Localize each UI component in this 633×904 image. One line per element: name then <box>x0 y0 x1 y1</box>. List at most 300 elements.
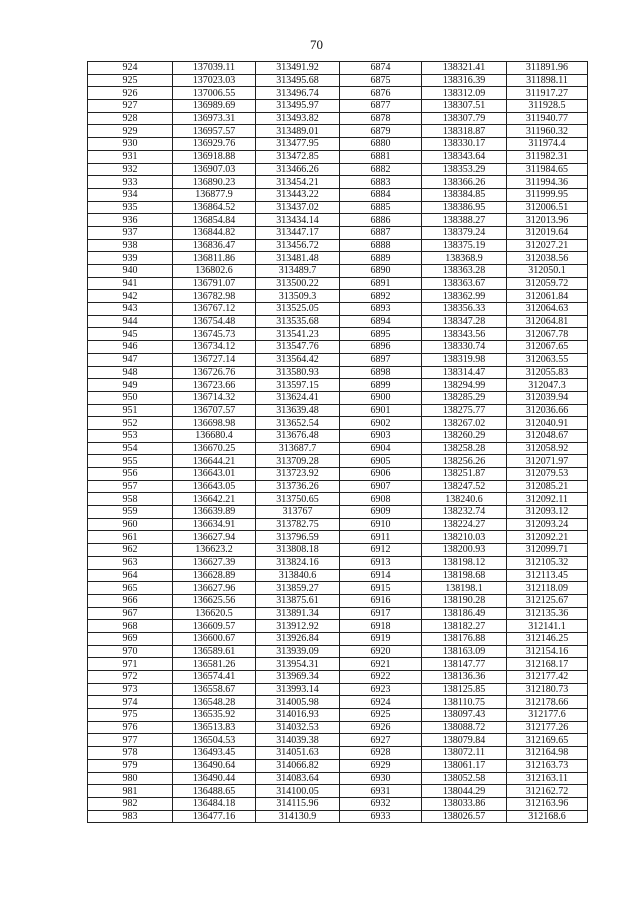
x-coordinate-right-cell: 138275.77 <box>422 404 507 417</box>
table-row <box>88 785 588 798</box>
x-coordinate-left-cell: 136864.52 <box>173 201 256 214</box>
x-coordinate-right-cell: 138319.98 <box>422 353 507 366</box>
x-coordinate-left-cell: 136627.39 <box>173 556 256 569</box>
table-row <box>88 632 588 645</box>
y-coordinate-left-cell: 313624.41 <box>256 391 340 404</box>
x-coordinate-left-cell: 136698.98 <box>173 417 256 430</box>
table-row <box>88 569 588 582</box>
x-coordinate-right-cell: 138125.85 <box>422 683 507 696</box>
table-row <box>88 74 588 87</box>
x-coordinate-left-cell: 136558.67 <box>173 683 256 696</box>
point-number-left-cell: 979 <box>88 759 173 772</box>
y-coordinate-left-cell: 313926.84 <box>256 632 340 645</box>
x-coordinate-right-cell: 138147.77 <box>422 658 507 671</box>
table-row <box>88 87 588 100</box>
y-coordinate-left-cell: 313993.14 <box>256 683 340 696</box>
table-row <box>88 747 588 760</box>
x-coordinate-left-cell: 136644.21 <box>173 455 256 468</box>
x-coordinate-left-cell: 136627.94 <box>173 531 256 544</box>
x-coordinate-left-cell: 136734.12 <box>173 341 256 354</box>
point-number-left-cell: 939 <box>88 252 173 265</box>
y-coordinate-right-cell: 311994.36 <box>507 176 588 189</box>
y-coordinate-left-cell: 313597.15 <box>256 379 340 392</box>
point-number-right-cell: 6891 <box>340 277 422 290</box>
point-number-right-cell: 6874 <box>340 62 422 75</box>
y-coordinate-right-cell: 312146.25 <box>507 632 588 645</box>
table-row <box>88 645 588 658</box>
point-number-right-cell: 6900 <box>340 391 422 404</box>
table-row <box>88 391 588 404</box>
point-number-left-cell: 955 <box>88 455 173 468</box>
point-number-left-cell: 929 <box>88 125 173 138</box>
y-coordinate-right-cell: 312163.73 <box>507 759 588 772</box>
point-number-right-cell: 6902 <box>340 417 422 430</box>
point-number-right-cell: 6897 <box>340 353 422 366</box>
point-number-left-cell: 970 <box>88 645 173 658</box>
table-row <box>88 366 588 379</box>
y-coordinate-right-cell: 312058.92 <box>507 442 588 455</box>
table-row <box>88 480 588 493</box>
point-number-left-cell: 977 <box>88 734 173 747</box>
y-coordinate-left-cell: 314066.82 <box>256 759 340 772</box>
point-number-right-cell: 6923 <box>340 683 422 696</box>
point-number-right-cell: 6911 <box>340 531 422 544</box>
table-row <box>88 442 588 455</box>
point-number-right-cell: 6916 <box>340 594 422 607</box>
y-coordinate-right-cell: 312071.97 <box>507 455 588 468</box>
x-coordinate-right-cell: 138044.29 <box>422 785 507 798</box>
y-coordinate-left-cell: 313767 <box>256 506 340 519</box>
point-number-left-cell: 945 <box>88 328 173 341</box>
table-row <box>88 252 588 265</box>
point-number-right-cell: 6889 <box>340 252 422 265</box>
point-number-left-cell: 962 <box>88 544 173 557</box>
table-row <box>88 341 588 354</box>
x-coordinate-right-cell: 138375.19 <box>422 239 507 252</box>
point-number-right-cell: 6903 <box>340 429 422 442</box>
y-coordinate-right-cell: 312061.84 <box>507 290 588 303</box>
y-coordinate-right-cell: 312125.67 <box>507 594 588 607</box>
table-row <box>88 683 588 696</box>
y-coordinate-left-cell: 313912.92 <box>256 620 340 633</box>
y-coordinate-left-cell: 313489.01 <box>256 125 340 138</box>
y-coordinate-right-cell: 312093.24 <box>507 518 588 531</box>
y-coordinate-right-cell: 312113.45 <box>507 569 588 582</box>
x-coordinate-right-cell: 138318.87 <box>422 125 507 138</box>
x-coordinate-left-cell: 136957.57 <box>173 125 256 138</box>
point-number-right-cell: 6922 <box>340 671 422 684</box>
y-coordinate-left-cell: 313580.93 <box>256 366 340 379</box>
x-coordinate-right-cell: 138316.39 <box>422 74 507 87</box>
table-row <box>88 100 588 113</box>
x-coordinate-right-cell: 138343.64 <box>422 150 507 163</box>
y-coordinate-right-cell: 312047.3 <box>507 379 588 392</box>
x-coordinate-left-cell: 136625.56 <box>173 594 256 607</box>
x-coordinate-right-cell: 138110.75 <box>422 696 507 709</box>
x-coordinate-right-cell: 138088.72 <box>422 721 507 734</box>
point-number-right-cell: 6930 <box>340 772 422 785</box>
y-coordinate-left-cell: 313481.48 <box>256 252 340 265</box>
point-number-left-cell: 959 <box>88 506 173 519</box>
x-coordinate-left-cell: 137006.55 <box>173 87 256 100</box>
y-coordinate-left-cell: 313709.28 <box>256 455 340 468</box>
table-row <box>88 531 588 544</box>
y-coordinate-left-cell: 313472.85 <box>256 150 340 163</box>
y-coordinate-left-cell: 313891.34 <box>256 607 340 620</box>
x-coordinate-left-cell: 136726.76 <box>173 366 256 379</box>
y-coordinate-right-cell: 312162.72 <box>507 785 588 798</box>
y-coordinate-right-cell: 311917.27 <box>507 87 588 100</box>
table-row <box>88 772 588 785</box>
table-row <box>88 429 588 442</box>
y-coordinate-left-cell: 313782.75 <box>256 518 340 531</box>
y-coordinate-right-cell: 312092.11 <box>507 493 588 506</box>
table-row <box>88 671 588 684</box>
x-coordinate-left-cell: 136745.73 <box>173 328 256 341</box>
point-number-left-cell: 982 <box>88 797 173 810</box>
x-coordinate-right-cell: 138072.11 <box>422 747 507 760</box>
point-number-right-cell: 6881 <box>340 150 422 163</box>
point-number-left-cell: 941 <box>88 277 173 290</box>
point-number-right-cell: 6884 <box>340 188 422 201</box>
y-coordinate-left-cell: 314051.63 <box>256 747 340 760</box>
point-number-right-cell: 6910 <box>340 518 422 531</box>
y-coordinate-left-cell: 313687.7 <box>256 442 340 455</box>
point-number-left-cell: 981 <box>88 785 173 798</box>
point-number-right-cell: 6877 <box>340 100 422 113</box>
point-number-right-cell: 6924 <box>340 696 422 709</box>
x-coordinate-right-cell: 138251.87 <box>422 468 507 481</box>
page-number: 70 <box>310 37 323 52</box>
x-coordinate-left-cell: 136929.76 <box>173 138 256 151</box>
point-number-right-cell: 6926 <box>340 721 422 734</box>
x-coordinate-right-cell: 138224.27 <box>422 518 507 531</box>
x-coordinate-right-cell: 138386.95 <box>422 201 507 214</box>
y-coordinate-right-cell: 312118.09 <box>507 582 588 595</box>
point-number-left-cell: 968 <box>88 620 173 633</box>
table-row <box>88 125 588 138</box>
point-number-right-cell: 6908 <box>340 493 422 506</box>
x-coordinate-right-cell: 138061.17 <box>422 759 507 772</box>
x-coordinate-right-cell: 138267.02 <box>422 417 507 430</box>
point-number-left-cell: 944 <box>88 315 173 328</box>
x-coordinate-right-cell: 138362.99 <box>422 290 507 303</box>
x-coordinate-right-cell: 138307.79 <box>422 112 507 125</box>
y-coordinate-left-cell: 313840.6 <box>256 569 340 582</box>
table-row <box>88 277 588 290</box>
x-coordinate-right-cell: 138347.28 <box>422 315 507 328</box>
x-coordinate-right-cell: 138294.99 <box>422 379 507 392</box>
x-coordinate-left-cell: 136836.47 <box>173 239 256 252</box>
y-coordinate-right-cell: 312164.98 <box>507 747 588 760</box>
table-row <box>88 176 588 189</box>
point-number-left-cell: 960 <box>88 518 173 531</box>
y-coordinate-left-cell: 313466.26 <box>256 163 340 176</box>
point-number-right-cell: 6920 <box>340 645 422 658</box>
x-coordinate-right-cell: 138384.85 <box>422 188 507 201</box>
x-coordinate-left-cell: 136609.57 <box>173 620 256 633</box>
point-number-right-cell: 6925 <box>340 709 422 722</box>
x-coordinate-left-cell: 136504.53 <box>173 734 256 747</box>
point-number-left-cell: 946 <box>88 341 173 354</box>
point-number-left-cell: 954 <box>88 442 173 455</box>
y-coordinate-left-cell: 314005.98 <box>256 696 340 709</box>
table-row <box>88 201 588 214</box>
y-coordinate-left-cell: 313750.65 <box>256 493 340 506</box>
x-coordinate-left-cell: 136535.92 <box>173 709 256 722</box>
x-coordinate-left-cell: 136643.01 <box>173 468 256 481</box>
point-number-right-cell: 6890 <box>340 265 422 278</box>
point-number-right-cell: 6932 <box>340 797 422 810</box>
x-coordinate-left-cell: 136623.2 <box>173 544 256 557</box>
x-coordinate-right-cell: 138321.41 <box>422 62 507 75</box>
table-row <box>88 734 588 747</box>
x-coordinate-right-cell: 138258.28 <box>422 442 507 455</box>
y-coordinate-left-cell: 313454.21 <box>256 176 340 189</box>
y-coordinate-left-cell: 313564.42 <box>256 353 340 366</box>
y-coordinate-right-cell: 311984.65 <box>507 163 588 176</box>
point-number-left-cell: 947 <box>88 353 173 366</box>
x-coordinate-left-cell: 136767.12 <box>173 303 256 316</box>
point-number-left-cell: 933 <box>88 176 173 189</box>
point-number-right-cell: 6882 <box>340 163 422 176</box>
x-coordinate-right-cell: 138163.09 <box>422 645 507 658</box>
x-coordinate-right-cell: 138210.03 <box>422 531 507 544</box>
x-coordinate-left-cell: 136973.31 <box>173 112 256 125</box>
point-number-right-cell: 6928 <box>340 747 422 760</box>
y-coordinate-right-cell: 312177.42 <box>507 671 588 684</box>
point-number-left-cell: 972 <box>88 671 173 684</box>
x-coordinate-left-cell: 136513.83 <box>173 721 256 734</box>
point-number-right-cell: 6895 <box>340 328 422 341</box>
x-coordinate-right-cell: 138052.58 <box>422 772 507 785</box>
point-number-left-cell: 950 <box>88 391 173 404</box>
table-row <box>88 315 588 328</box>
y-coordinate-left-cell: 314016.93 <box>256 709 340 722</box>
y-coordinate-left-cell: 313652.54 <box>256 417 340 430</box>
point-number-left-cell: 936 <box>88 214 173 227</box>
x-coordinate-right-cell: 138388.27 <box>422 214 507 227</box>
table-row <box>88 493 588 506</box>
point-number-right-cell: 6880 <box>340 138 422 151</box>
y-coordinate-left-cell: 314039.38 <box>256 734 340 747</box>
point-number-left-cell: 942 <box>88 290 173 303</box>
table-row <box>88 404 588 417</box>
y-coordinate-left-cell: 314032.53 <box>256 721 340 734</box>
x-coordinate-left-cell: 136727.14 <box>173 353 256 366</box>
table-row <box>88 518 588 531</box>
y-coordinate-right-cell: 312177.26 <box>507 721 588 734</box>
point-number-right-cell: 6885 <box>340 201 422 214</box>
point-number-right-cell: 6921 <box>340 658 422 671</box>
x-coordinate-right-cell: 138182.27 <box>422 620 507 633</box>
point-number-left-cell: 951 <box>88 404 173 417</box>
x-coordinate-right-cell: 138314.47 <box>422 366 507 379</box>
point-number-right-cell: 6919 <box>340 632 422 645</box>
x-coordinate-right-cell: 138363.28 <box>422 265 507 278</box>
point-number-left-cell: 971 <box>88 658 173 671</box>
point-number-left-cell: 927 <box>88 100 173 113</box>
x-coordinate-left-cell: 136548.28 <box>173 696 256 709</box>
point-number-left-cell: 964 <box>88 569 173 582</box>
table-row <box>88 797 588 810</box>
point-number-right-cell: 6915 <box>340 582 422 595</box>
y-coordinate-right-cell: 312105.32 <box>507 556 588 569</box>
x-coordinate-right-cell: 138097.43 <box>422 709 507 722</box>
y-coordinate-right-cell: 312019.64 <box>507 226 588 239</box>
point-number-left-cell: 958 <box>88 493 173 506</box>
point-number-left-cell: 940 <box>88 265 173 278</box>
x-coordinate-right-cell: 138247.52 <box>422 480 507 493</box>
y-coordinate-left-cell: 313509.3 <box>256 290 340 303</box>
y-coordinate-right-cell: 311898.11 <box>507 74 588 87</box>
point-number-right-cell: 6893 <box>340 303 422 316</box>
x-coordinate-right-cell: 138240.6 <box>422 493 507 506</box>
y-coordinate-left-cell: 313434.14 <box>256 214 340 227</box>
y-coordinate-right-cell: 312027.21 <box>507 239 588 252</box>
y-coordinate-right-cell: 312093.12 <box>507 506 588 519</box>
y-coordinate-right-cell: 312163.11 <box>507 772 588 785</box>
y-coordinate-right-cell: 311999.95 <box>507 188 588 201</box>
point-number-right-cell: 6906 <box>340 468 422 481</box>
y-coordinate-left-cell: 313547.76 <box>256 341 340 354</box>
x-coordinate-right-cell: 138366.26 <box>422 176 507 189</box>
table-row <box>88 417 588 430</box>
x-coordinate-left-cell: 136754.48 <box>173 315 256 328</box>
x-coordinate-left-cell: 136918.88 <box>173 150 256 163</box>
x-coordinate-left-cell: 136627.96 <box>173 582 256 595</box>
point-number-left-cell: 932 <box>88 163 173 176</box>
y-coordinate-right-cell: 312006.51 <box>507 201 588 214</box>
y-coordinate-right-cell: 312067.65 <box>507 341 588 354</box>
y-coordinate-left-cell: 313489.7 <box>256 265 340 278</box>
y-coordinate-right-cell: 312013.96 <box>507 214 588 227</box>
table-row <box>88 544 588 557</box>
y-coordinate-right-cell: 312040.91 <box>507 417 588 430</box>
point-number-left-cell: 967 <box>88 607 173 620</box>
y-coordinate-left-cell: 313491.92 <box>256 62 340 75</box>
x-coordinate-left-cell: 136802.6 <box>173 265 256 278</box>
y-coordinate-left-cell: 313676.48 <box>256 429 340 442</box>
point-number-left-cell: 983 <box>88 810 173 823</box>
x-coordinate-right-cell: 138198.68 <box>422 569 507 582</box>
point-number-right-cell: 6909 <box>340 506 422 519</box>
y-coordinate-right-cell: 311940.77 <box>507 112 588 125</box>
x-coordinate-left-cell: 137039.11 <box>173 62 256 75</box>
table-row <box>88 112 588 125</box>
y-coordinate-right-cell: 312135.36 <box>507 607 588 620</box>
coordinates-table-body <box>88 62 588 823</box>
y-coordinate-right-cell: 312141.1 <box>507 620 588 633</box>
x-coordinate-left-cell: 136493.45 <box>173 747 256 760</box>
point-number-right-cell: 6918 <box>340 620 422 633</box>
y-coordinate-right-cell: 312048.67 <box>507 429 588 442</box>
x-coordinate-left-cell: 136488.65 <box>173 785 256 798</box>
x-coordinate-left-cell: 136642.21 <box>173 493 256 506</box>
y-coordinate-right-cell: 311974.4 <box>507 138 588 151</box>
x-coordinate-left-cell: 136723.66 <box>173 379 256 392</box>
point-number-right-cell: 6917 <box>340 607 422 620</box>
x-coordinate-right-cell: 138026.57 <box>422 810 507 823</box>
y-coordinate-right-cell: 311982.31 <box>507 150 588 163</box>
y-coordinate-left-cell: 313824.16 <box>256 556 340 569</box>
y-coordinate-left-cell: 314100.05 <box>256 785 340 798</box>
table-row <box>88 506 588 519</box>
x-coordinate-right-cell: 138186.49 <box>422 607 507 620</box>
x-coordinate-left-cell: 137023.03 <box>173 74 256 87</box>
point-number-left-cell: 931 <box>88 150 173 163</box>
table-row <box>88 658 588 671</box>
x-coordinate-right-cell: 138368.9 <box>422 252 507 265</box>
table-row <box>88 239 588 252</box>
y-coordinate-right-cell: 312050.1 <box>507 265 588 278</box>
point-number-right-cell: 6887 <box>340 226 422 239</box>
point-number-right-cell: 6931 <box>340 785 422 798</box>
y-coordinate-left-cell: 314130.9 <box>256 810 340 823</box>
table-row <box>88 468 588 481</box>
x-coordinate-left-cell: 136620.5 <box>173 607 256 620</box>
point-number-left-cell: 978 <box>88 747 173 760</box>
point-number-right-cell: 6888 <box>340 239 422 252</box>
y-coordinate-right-cell: 311928.5 <box>507 100 588 113</box>
table-row <box>88 226 588 239</box>
y-coordinate-right-cell: 312064.81 <box>507 315 588 328</box>
table-row <box>88 150 588 163</box>
point-number-right-cell: 6927 <box>340 734 422 747</box>
y-coordinate-left-cell: 313541.23 <box>256 328 340 341</box>
point-number-right-cell: 6914 <box>340 569 422 582</box>
y-coordinate-right-cell: 312039.94 <box>507 391 588 404</box>
x-coordinate-right-cell: 138330.74 <box>422 341 507 354</box>
y-coordinate-left-cell: 313796.59 <box>256 531 340 544</box>
y-coordinate-right-cell: 312163.96 <box>507 797 588 810</box>
y-coordinate-left-cell: 313443.22 <box>256 188 340 201</box>
y-coordinate-left-cell: 313808.18 <box>256 544 340 557</box>
x-coordinate-right-cell: 138256.26 <box>422 455 507 468</box>
x-coordinate-right-cell: 138136.36 <box>422 671 507 684</box>
point-number-left-cell: 952 <box>88 417 173 430</box>
y-coordinate-right-cell: 311960.32 <box>507 125 588 138</box>
x-coordinate-right-cell: 138198.12 <box>422 556 507 569</box>
y-coordinate-right-cell: 311891.96 <box>507 62 588 75</box>
y-coordinate-left-cell: 313859.27 <box>256 582 340 595</box>
x-coordinate-right-cell: 138198.1 <box>422 582 507 595</box>
point-number-left-cell: 956 <box>88 468 173 481</box>
x-coordinate-left-cell: 136791.07 <box>173 277 256 290</box>
y-coordinate-right-cell: 312154.16 <box>507 645 588 658</box>
point-number-left-cell: 957 <box>88 480 173 493</box>
point-number-left-cell: 965 <box>88 582 173 595</box>
x-coordinate-left-cell: 136589.61 <box>173 645 256 658</box>
table-row <box>88 328 588 341</box>
y-coordinate-left-cell: 313639.48 <box>256 404 340 417</box>
point-number-right-cell: 6878 <box>340 112 422 125</box>
y-coordinate-right-cell: 312180.73 <box>507 683 588 696</box>
table-row <box>88 696 588 709</box>
table-row <box>88 353 588 366</box>
x-coordinate-left-cell: 136890.23 <box>173 176 256 189</box>
x-coordinate-left-cell: 136670.25 <box>173 442 256 455</box>
y-coordinate-right-cell: 312079.53 <box>507 468 588 481</box>
y-coordinate-left-cell: 313939.09 <box>256 645 340 658</box>
point-number-right-cell: 6901 <box>340 404 422 417</box>
x-coordinate-left-cell: 136854.84 <box>173 214 256 227</box>
table-row <box>88 188 588 201</box>
point-number-right-cell: 6933 <box>340 810 422 823</box>
x-coordinate-left-cell: 136643.05 <box>173 480 256 493</box>
point-number-left-cell: 973 <box>88 683 173 696</box>
y-coordinate-left-cell: 313500.22 <box>256 277 340 290</box>
